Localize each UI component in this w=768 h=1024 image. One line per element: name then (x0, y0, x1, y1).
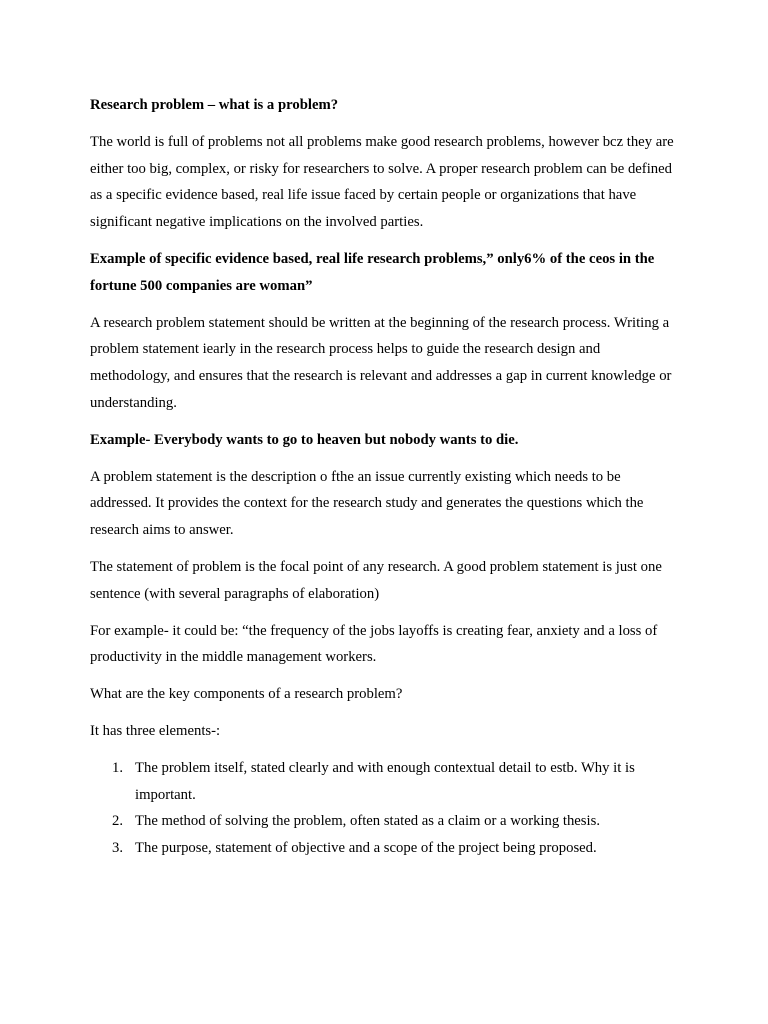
paragraph-three-elements: It has three elements-: (90, 722, 221, 739)
paragraph-problem-statement-timing: A research problem statement should be written at the beginning of the research process. Writing a problem statement iearly in the research process helps to guide the research design and methodology, and ensures that the research is relevant and addresses a gap in current knowledge or understanding. (90, 314, 672, 411)
list-item (90, 808, 680, 835)
paragraph-problem-statement-description: A problem statement is the description o fthe an issue currently existing which needs to be addressed. It provides the context for the research study and generates the questions which the research aims to answer. (90, 468, 644, 539)
list-item-text: The problem itself, stated clearly and with enough contextual detail to estb. Why it is important. (135, 759, 635, 803)
list-item-number: 1. (112, 759, 124, 776)
list-item (90, 755, 680, 809)
document-heading: Research problem – what is a problem? (90, 97, 339, 113)
paragraph-layoffs-example: For example- it could be: “the frequency of the jobs layoffs is creating fear, anxiety and a loss of productivity in the middle management workers. (90, 622, 658, 666)
paragraph-example-statistic: Example of specific evidence based, real life research problems,” only6% of the ceos in the fortune 500 companies are woman” (90, 250, 655, 294)
paragraph-focal-point: The statement of problem is the focal point of any research. A good problem statement is just one sentence (with several paragraphs of elaboration) (90, 558, 662, 602)
paragraph-definition: The world is full of problems not all problems make good research problems, however bcz they are either too big, complex, or risky for researchers to solve. A proper research problem can be defined as a specific evidence based, real life issue faced by certain people or organizations that have significant negative implications on the involved parties. (90, 133, 674, 231)
elements-list (90, 755, 680, 862)
list-item (90, 835, 680, 862)
paragraph-key-components-question: What are the key components of a research problem? (90, 686, 403, 703)
list-item-number: 2. (112, 813, 124, 830)
paragraph-example-heaven: Example- Everybody wants to go to heaven but nobody wants to die. (90, 431, 519, 448)
list-item-text: The method of solving the problem, often stated as a claim or a working thesis. (135, 813, 600, 830)
list-item-number: 3. (112, 840, 124, 857)
list-item-text: The purpose, statement of objective and a scope of the project being proposed. (135, 840, 597, 857)
